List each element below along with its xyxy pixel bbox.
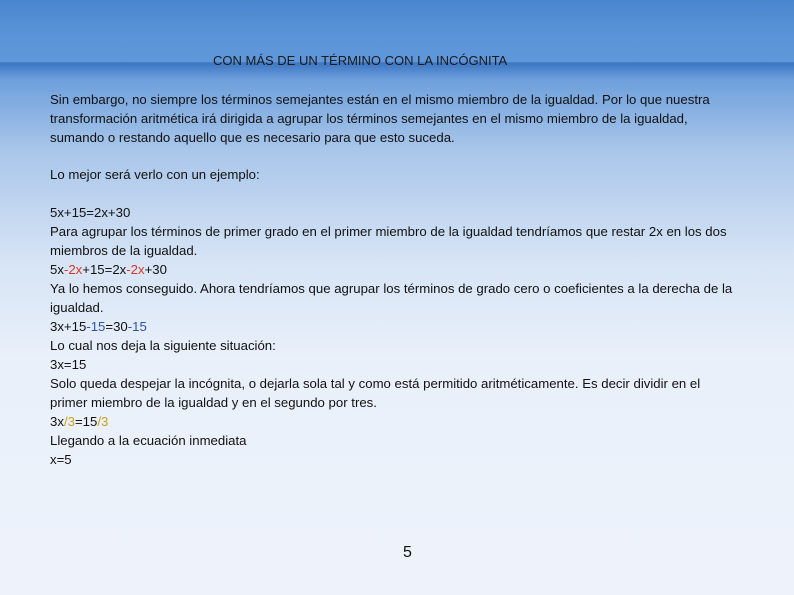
eq5-highlight-left: /3 (63, 414, 75, 429)
intro-paragraph: Sin embargo, no siempre los términos semejantes están en el mismo miembro de la igualdad. Por lo que nuestra transformación aritmética irá dirigida a agrupar los términos semejantes en el mismo miembro de la igualdad, sumando o restando aquello que es necesario para que esto suceda. (50, 92, 710, 145)
explanation-step-5: Llegando a la ecuación inmediata (50, 433, 247, 448)
explanation-step-1: Para agrupar los términos de primer grado en el primer miembro de la igualdad tendríamos que restar 2x en los dos miembros de la igualdad. (50, 224, 727, 258)
eq2-highlight-left: -2x (63, 262, 83, 277)
eq3-highlight-left: -15 (86, 319, 106, 334)
eq2-part-a: 5x (50, 262, 64, 277)
equation-result: x=5 (50, 452, 72, 467)
eq3-part-c: =30 (105, 319, 128, 334)
equation-original: 5x+15=2x+30 (50, 205, 131, 220)
equation-step-2 (50, 260, 740, 279)
explanation-step-3: Lo cual nos deja la siguiente situación: (50, 338, 276, 353)
eq5-part-a: 3x (50, 414, 64, 429)
eq5-highlight-right: /3 (97, 414, 109, 429)
explanation-step-2: Ya lo hemos conseguido. Ahora tendríamos que agrupar los términos de grado cero o coeficientes a la derecha de la igualdad. (50, 281, 733, 315)
page-number: 5 (403, 544, 412, 561)
equation-step-4: 3x=15 (50, 357, 87, 372)
eq2-part-c: +15=2x (82, 262, 127, 277)
eq2-part-e: +30 (144, 262, 167, 277)
eq5-part-c: =15 (74, 414, 98, 429)
equation-step-5 (50, 412, 740, 431)
explanation-step-4: Solo queda despejar la incógnita, o dejarla sola tal y como está permitido aritméticamente. Es decir dividir en el primer miembro de la igualdad y en el segundo por tres. (50, 376, 701, 410)
example-lead: Lo mejor será verlo con un ejemplo: (50, 167, 260, 182)
eq3-part-a: 3x+15 (50, 319, 87, 334)
slide-title: CON MÁS DE UN TÉRMINO CON LA INCÓGNITA (213, 53, 508, 68)
eq3-highlight-right: -15 (127, 319, 147, 334)
equation-step-3 (50, 317, 740, 336)
example-body (50, 203, 740, 469)
eq2-highlight-right: -2x (126, 262, 145, 277)
